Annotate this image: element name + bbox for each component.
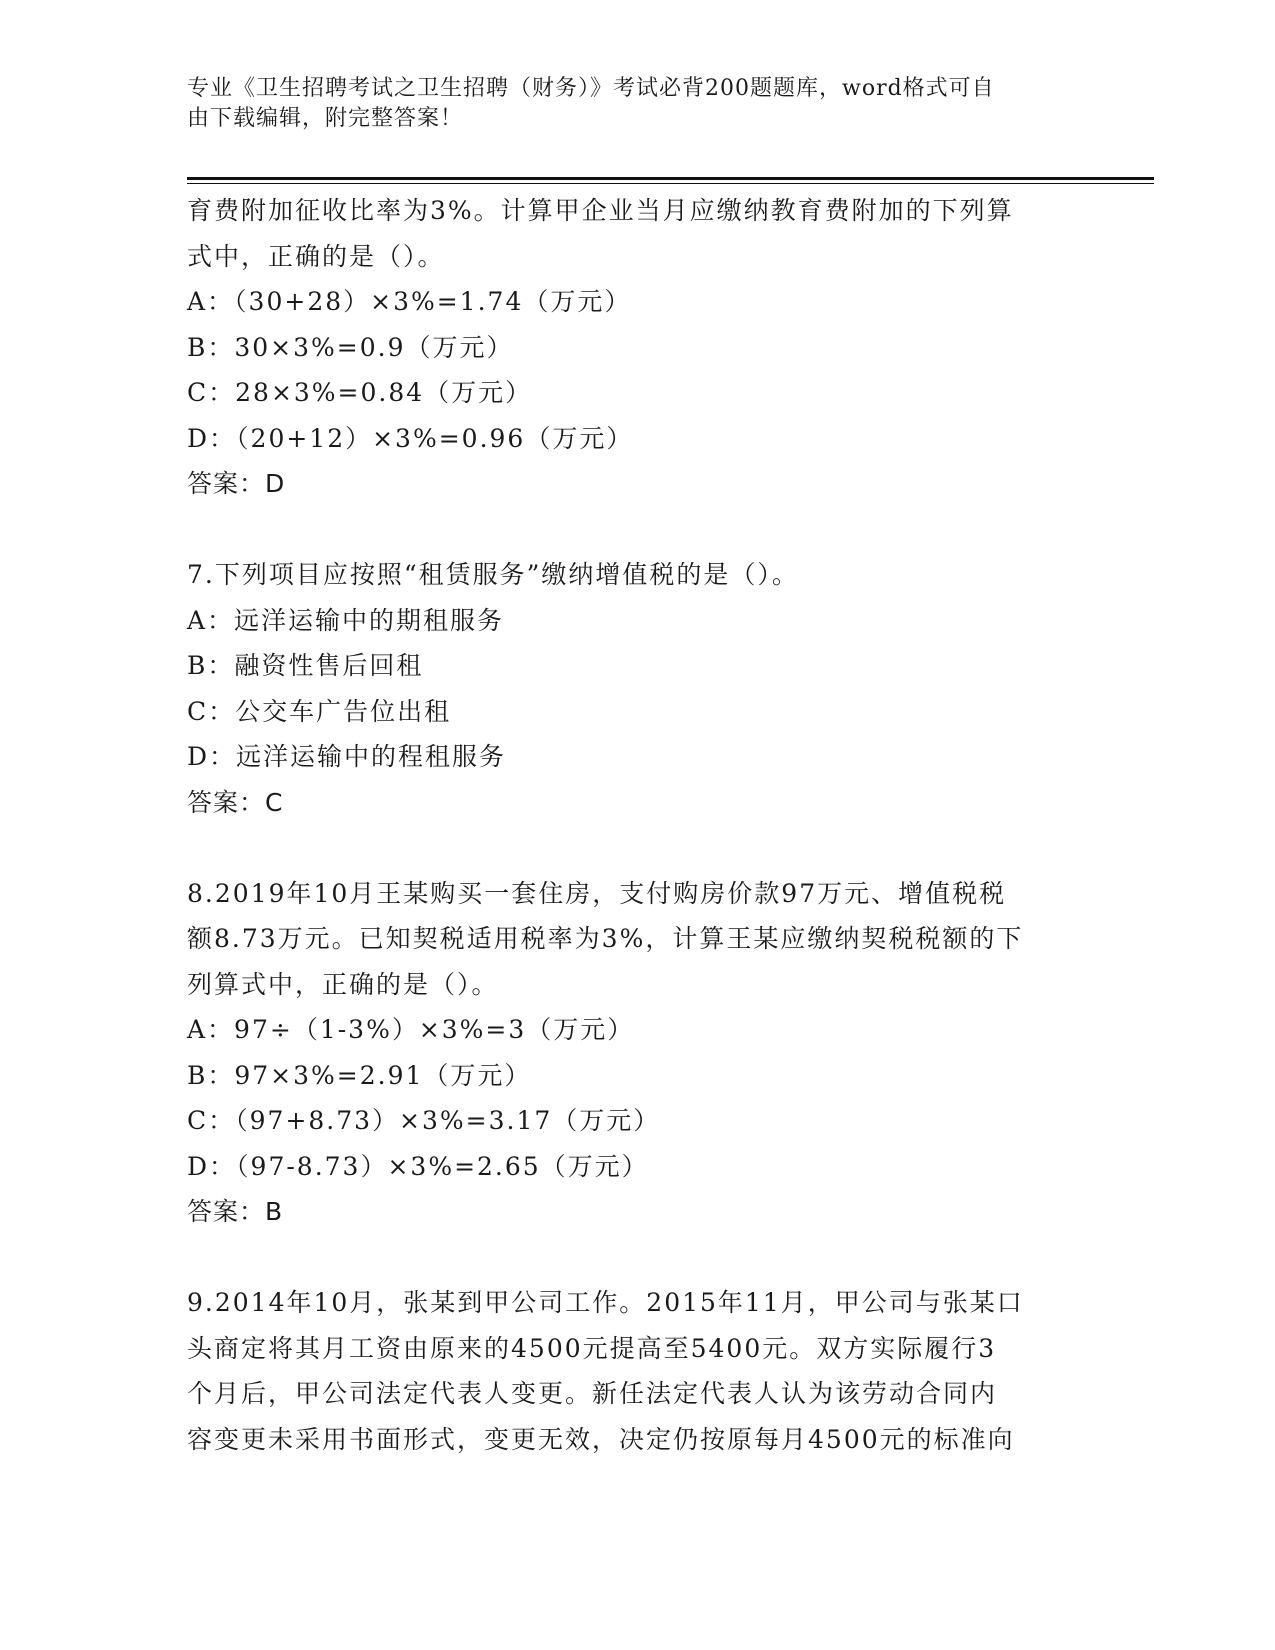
option-c: C：（97+8.73）×3%=3.17（万元） xyxy=(187,1106,661,1135)
header-line: 专业《卫生招聘考试之卫生招聘（财务）》考试必背200题题库，word格式可自 xyxy=(187,76,995,101)
option-a: A：远洋运输中的期租服务 xyxy=(187,605,505,635)
answer-line: 答案：D xyxy=(187,469,286,498)
question-stem-line: 个月后，甲公司法定代表人变更。新任法定代表人认为该劳动合同内 xyxy=(187,1379,998,1408)
question-6-continued xyxy=(187,188,1087,507)
question-spacer xyxy=(187,1235,1087,1281)
option-c: C：公交车广告位出租 xyxy=(187,696,452,726)
question-stem-line: 容变更未采用书面形式，变更无效，决定仍按原每月4500元的标准向 xyxy=(187,1424,1015,1454)
option-a: A：97÷（1-3%）×3%=3（万元） xyxy=(187,1015,635,1044)
question-spacer xyxy=(187,507,1087,553)
question-8 xyxy=(187,871,1087,1235)
header-line: 由下载编辑，附完整答案！ xyxy=(187,106,464,131)
question-7 xyxy=(187,552,1087,825)
answer-line: 答案：B xyxy=(187,1197,284,1226)
question-stem-line: 8.2019年10月王某购买一套住房，支付购房价款97万元、增值税税 xyxy=(187,878,1007,908)
option-b: B：97×3%=2.91（万元） xyxy=(187,1060,532,1090)
question-spacer xyxy=(187,825,1087,871)
header-divider-thick xyxy=(187,177,1154,180)
option-d: D：（97-8.73）×3%=2.65（万元） xyxy=(187,1151,649,1181)
document-header xyxy=(187,74,1067,134)
question-stem-line: 9.2014年10月，张某到甲公司工作。2015年11月，甲公司与张某口 xyxy=(187,1288,1024,1317)
option-d: D：远洋运输中的程租服务 xyxy=(187,742,507,771)
question-stem-line: 额8.73万元。已知契税适用税率为3%，计算王某应缴纳契税税额的下 xyxy=(187,924,1024,953)
document-body xyxy=(187,188,1087,1462)
question-9 xyxy=(187,1280,1087,1462)
option-c: C：28×3%=0.84（万元） xyxy=(187,378,533,407)
option-a: A：（30+28）×3%=1.74（万元） xyxy=(187,287,632,316)
option-b: B：30×3%=0.9（万元） xyxy=(187,332,514,362)
question-stem-line: 育费附加征收比率为3%。计算甲企业当月应缴纳教育费附加的下列算 xyxy=(187,196,1014,225)
question-stem-line: 头商定将其月工资由原来的4500元提高至5400元。双方实际履行3 xyxy=(187,1333,997,1363)
option-d: D：（20+12）×3%=0.96（万元） xyxy=(187,423,634,453)
option-b: B：融资性售后回租 xyxy=(187,651,424,680)
question-stem-line: 式中，正确的是（）。 xyxy=(187,241,445,271)
question-stem-line: 7.下列项目应按照“租赁服务”缴纳增值税的是（）。 xyxy=(187,560,799,589)
question-stem-line: 列算式中，正确的是（）。 xyxy=(187,969,499,999)
answer-line: 答案：C xyxy=(187,787,284,817)
header-divider-thin xyxy=(187,183,1154,184)
